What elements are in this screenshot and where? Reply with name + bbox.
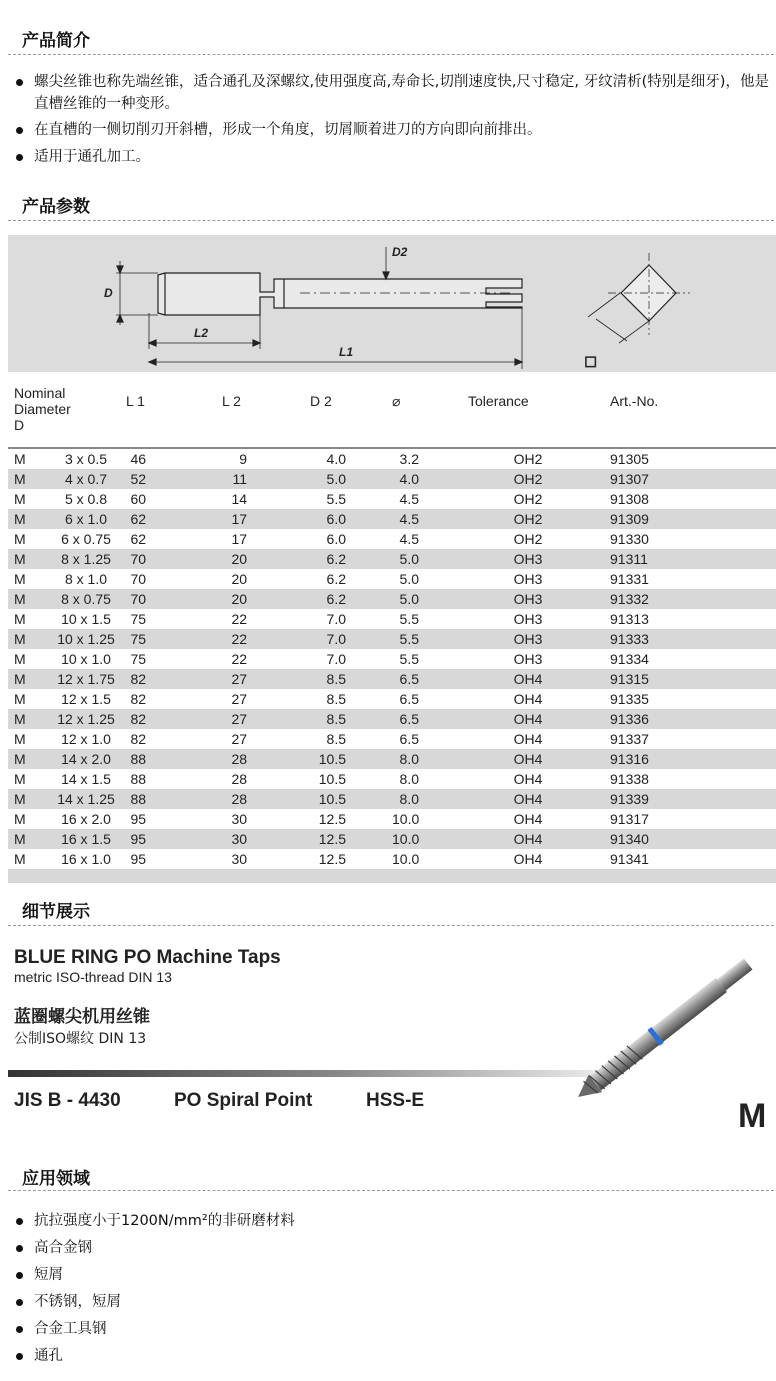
section-divider — [8, 54, 774, 55]
cell-l1: 88 — [126, 749, 222, 769]
detail-subtitle-cn: 公制ISO螺纹 DIN 13 — [14, 1031, 147, 1047]
application-bullet: 通孔 — [14, 1345, 774, 1367]
cell-art-no: 91305 — [610, 451, 649, 467]
cell-d2: 7.0 — [326, 611, 347, 627]
cell-thread: M — [14, 851, 26, 867]
cell-tolerance: OH2 — [513, 451, 543, 467]
cell-tolerance: OH4 — [468, 789, 588, 809]
col-art-no: Art.-No. — [610, 393, 659, 409]
cell-d2: 6.2 — [310, 589, 392, 609]
cell-tolerance: OH2 — [468, 469, 588, 489]
cell-l2: 14 — [231, 491, 248, 507]
cell-d2: 5.5 — [326, 491, 347, 507]
metric-badge: M — [738, 1097, 767, 1135]
cell-square: 5.0 — [399, 571, 420, 587]
table-row — [8, 469, 776, 489]
cell-art-no: 91309 — [588, 509, 776, 529]
cell-thread: M — [14, 731, 26, 747]
section-divider — [8, 1190, 774, 1191]
cell-l1: 52 — [126, 469, 222, 489]
cell-thread: M — [8, 629, 46, 649]
cell-thread: M — [8, 669, 46, 689]
cell-thread: M — [14, 571, 26, 587]
cell-l2: 9 — [239, 451, 248, 467]
cell-square: 10.0 — [392, 811, 420, 827]
cell-l2: 27 — [222, 709, 310, 729]
intro-bullet: 在直槽的一侧切削刃开斜槽，形成一个角度，切屑顺着进刀的方向即向前排出。 — [14, 119, 774, 141]
cell-tolerance: OH3 — [468, 589, 588, 609]
cell-l2: 20 — [222, 589, 310, 609]
cell-l2: 30 — [231, 851, 248, 867]
cell-art-no: 91337 — [610, 731, 649, 747]
table-row — [8, 749, 776, 769]
application-list — [14, 1210, 774, 1367]
square-symbol: ◻ — [584, 353, 598, 370]
cell-tolerance: OH4 — [513, 811, 543, 827]
label-d2: D2 — [392, 245, 408, 259]
cell-square: 8.0 — [399, 771, 420, 787]
cell-art-no: 91313 — [610, 611, 649, 627]
table-row — [8, 689, 776, 709]
col-nominal-sub: D — [8, 417, 776, 448]
cell-art-no: 91336 — [588, 709, 776, 729]
table-row — [8, 549, 776, 569]
cell-square: 10.0 — [392, 829, 468, 849]
intro-section-title: 产品简介 — [22, 31, 90, 51]
spec-material: HSS-E — [366, 1090, 425, 1111]
cell-art-no: 91330 — [610, 531, 649, 547]
table-row — [8, 609, 776, 629]
cell-tolerance: OH3 — [513, 571, 543, 587]
cell-l1: 88 — [126, 789, 222, 809]
gradient-bar — [8, 1070, 608, 1077]
detail-subtitle-en: metric ISO-thread DIN 13 — [14, 969, 172, 985]
cell-l1: 88 — [130, 771, 147, 787]
cell-l2: 11 — [222, 469, 310, 489]
cell-size: 12 x 1.75 — [46, 669, 126, 689]
label-d: D — [104, 286, 113, 300]
cell-square: 4.5 — [399, 531, 420, 547]
spec-spiral-point: PO Spiral Point — [174, 1090, 313, 1111]
cell-l2: 28 — [222, 789, 310, 809]
tap-photo — [570, 947, 776, 1117]
cell-size: 16 x 2.0 — [61, 811, 111, 827]
detail-title-en: BLUE RING PO Machine Taps — [14, 947, 281, 968]
cell-l1: 62 — [126, 509, 222, 529]
application-bullet: 抗拉强度小于1200N/mm²的非研磨材料 — [14, 1210, 774, 1232]
cell-art-no: 91308 — [610, 491, 649, 507]
section-divider — [8, 925, 774, 926]
cell-art-no: 91332 — [588, 589, 776, 609]
cell-thread: M — [8, 709, 46, 729]
cell-size: 16 x 1.0 — [61, 851, 111, 867]
cell-tolerance: OH2 — [513, 531, 543, 547]
cell-d2: 10.5 — [310, 749, 392, 769]
cell-tolerance: OH4 — [513, 731, 543, 747]
cell-square: 6.5 — [399, 731, 420, 747]
cell-square: 5.5 — [399, 651, 420, 667]
cell-square: 8.0 — [392, 789, 468, 809]
cell-size: 5 x 0.8 — [64, 491, 108, 507]
cell-thread: M — [14, 771, 26, 787]
cell-square: 6.5 — [392, 669, 468, 689]
table-footer-cell — [8, 869, 776, 883]
table-row — [8, 669, 776, 689]
cell-size: 14 x 2.0 — [46, 749, 126, 769]
cell-size: 6 x 0.75 — [61, 531, 111, 547]
cell-square: 5.5 — [399, 611, 420, 627]
cell-d2: 8.5 — [310, 709, 392, 729]
cell-l2: 27 — [231, 731, 248, 747]
cell-d2: 6.2 — [326, 571, 347, 587]
detail-title-cn: 蓝圈螺尖机用丝锥 — [14, 1007, 150, 1027]
cell-art-no: 91317 — [610, 811, 649, 827]
cell-l1: 82 — [130, 731, 147, 747]
cell-d2: 12.5 — [318, 851, 347, 867]
cell-size: 10 x 1.5 — [61, 611, 111, 627]
cell-size: 16 x 1.5 — [46, 829, 126, 849]
cell-l2: 20 — [222, 549, 310, 569]
detail-section-title: 细节展示 — [22, 902, 90, 922]
cell-art-no: 91339 — [588, 789, 776, 809]
table-row — [8, 589, 776, 609]
cell-thread: M — [14, 611, 26, 627]
cell-l1: 70 — [130, 571, 147, 587]
cell-l2: 22 — [231, 651, 248, 667]
cell-l2: 28 — [222, 749, 310, 769]
cell-l1: 60 — [130, 491, 147, 507]
cell-d2: 7.0 — [326, 651, 347, 667]
cell-size: 12 x 1.25 — [46, 709, 126, 729]
intro-list — [14, 71, 774, 168]
cell-tolerance: OH3 — [513, 611, 543, 627]
table-row — [8, 789, 776, 809]
cell-thread: M — [8, 549, 46, 569]
cell-square: 5.0 — [392, 589, 468, 609]
intro-bullet: 螺尖丝锥也称先端丝锥，适合通孔及深螺纹,使用强度高,寿命长,切削速度快,尺寸稳定, 牙纹清析(特别是细牙)，他是直槽丝锥的一种变形。 — [14, 71, 774, 115]
cell-thread: M — [14, 691, 26, 707]
intro-bullet: 适用于通孔加工。 — [14, 146, 774, 168]
cell-l1: 82 — [130, 691, 147, 707]
cell-art-no: 91315 — [588, 669, 776, 689]
cell-l1: 70 — [126, 589, 222, 609]
cell-l2: 28 — [231, 771, 248, 787]
cell-art-no: 91338 — [610, 771, 649, 787]
cell-tolerance: OH4 — [468, 749, 588, 769]
cell-square: 5.0 — [392, 549, 468, 569]
cell-l2: 17 — [231, 531, 248, 547]
cell-size: 8 x 1.0 — [64, 571, 108, 587]
col-l1: L 1 — [126, 393, 145, 409]
cell-d2: 7.0 — [310, 629, 392, 649]
cell-thread: M — [8, 509, 46, 529]
cell-size: 4 x 0.7 — [46, 469, 126, 489]
cell-l1: 62 — [130, 531, 147, 547]
cell-l2: 27 — [222, 669, 310, 689]
section-divider — [8, 220, 774, 221]
label-l2: L2 — [194, 326, 209, 340]
cell-d2: 5.0 — [310, 469, 392, 489]
cell-d2: 6.0 — [326, 531, 347, 547]
cell-d2: 4.0 — [326, 451, 347, 467]
cell-tolerance: OH4 — [468, 709, 588, 729]
cell-tolerance: OH4 — [513, 851, 543, 867]
cell-l1: 82 — [126, 709, 222, 729]
cell-square: 4.5 — [392, 509, 468, 529]
product-detail-banner — [0, 935, 776, 1135]
cell-art-no: 91307 — [588, 469, 776, 489]
cell-l1: 82 — [126, 669, 222, 689]
cell-tolerance: OH4 — [468, 669, 588, 689]
cell-d2: 8.5 — [326, 691, 347, 707]
col-l2: L 2 — [222, 393, 241, 409]
cell-d2: 12.5 — [310, 829, 392, 849]
cell-d2: 10.5 — [310, 789, 392, 809]
table-row — [8, 809, 776, 829]
cell-size: 14 x 1.5 — [61, 771, 111, 787]
cell-d2: 10.5 — [318, 771, 347, 787]
cell-l1: 46 — [130, 451, 147, 467]
cell-l2: 20 — [231, 571, 248, 587]
table-row — [8, 529, 776, 549]
cell-l1: 75 — [126, 629, 222, 649]
cell-tolerance: OH2 — [468, 509, 588, 529]
cell-thread: M — [8, 829, 46, 849]
cell-thread: M — [8, 469, 46, 489]
cell-art-no: 91333 — [588, 629, 776, 649]
col-square: ⌀ — [392, 392, 401, 409]
cell-l2: 22 — [231, 611, 248, 627]
cell-size: 12 x 1.5 — [61, 691, 111, 707]
cell-tolerance: OH3 — [468, 549, 588, 569]
cell-size: 8 x 1.25 — [46, 549, 126, 569]
table-row — [8, 729, 776, 749]
table-row — [8, 489, 776, 509]
cell-size: 8 x 0.75 — [46, 589, 126, 609]
application-bullet: 合金工具钢 — [14, 1318, 774, 1340]
application-section-title: 应用领域 — [22, 1169, 90, 1189]
cell-size: 12 x 1.0 — [61, 731, 111, 747]
cell-l1: 70 — [126, 549, 222, 569]
application-bullet: 高合金钢 — [14, 1237, 774, 1259]
tap-drawing — [8, 235, 776, 372]
col-tolerance: Tolerance — [468, 393, 529, 409]
label-l1: L1 — [339, 345, 354, 359]
cell-art-no: 91316 — [588, 749, 776, 769]
cell-d2: 12.5 — [318, 811, 347, 827]
cell-square: 6.5 — [399, 691, 420, 707]
cell-art-no: 91334 — [610, 651, 649, 667]
table-row — [8, 829, 776, 849]
cell-l1: 75 — [130, 651, 147, 667]
cell-thread: M — [8, 789, 46, 809]
cell-size: 10 x 1.25 — [46, 629, 126, 649]
cell-d2: 8.5 — [310, 669, 392, 689]
col-d2: D 2 — [310, 393, 332, 409]
cell-thread: M — [14, 651, 26, 667]
cell-l1: 95 — [130, 851, 147, 867]
cell-thread: M — [8, 749, 46, 769]
table-row — [8, 649, 776, 669]
cell-thread: M — [14, 531, 26, 547]
cell-tolerance: OH3 — [468, 629, 588, 649]
cell-square: 4.0 — [392, 469, 468, 489]
cell-l1: 95 — [126, 829, 222, 849]
table-row — [8, 569, 776, 589]
cell-art-no: 91340 — [588, 829, 776, 849]
cell-l1: 95 — [130, 811, 147, 827]
cell-size: 3 x 0.5 — [64, 451, 108, 467]
cell-size: 10 x 1.0 — [61, 651, 111, 667]
cell-size: 6 x 1.0 — [46, 509, 126, 529]
cell-tolerance: OH4 — [513, 771, 543, 787]
cell-tolerance: OH4 — [468, 829, 588, 849]
cell-art-no: 91335 — [610, 691, 649, 707]
tap-dimension-diagram — [8, 235, 776, 372]
cell-art-no: 91331 — [610, 571, 649, 587]
table-row — [8, 709, 776, 729]
cell-d2: 6.0 — [310, 509, 392, 529]
table-row — [8, 629, 776, 649]
cell-square: 4.5 — [399, 491, 420, 507]
params-section-title: 产品参数 — [22, 197, 90, 217]
cell-l1: 75 — [130, 611, 147, 627]
parameter-table — [8, 381, 776, 883]
cell-thread: M — [14, 811, 26, 827]
cell-square: 6.5 — [392, 709, 468, 729]
spec-jis: JIS B - 4430 — [14, 1090, 121, 1111]
table-row — [8, 769, 776, 789]
cell-l2: 30 — [222, 829, 310, 849]
application-bullet: 短屑 — [14, 1264, 774, 1286]
cell-l2: 17 — [222, 509, 310, 529]
cell-art-no: 91311 — [588, 549, 776, 569]
cell-square: 8.0 — [392, 749, 468, 769]
table-row — [8, 849, 776, 869]
cell-thread: M — [14, 451, 26, 467]
cell-size: 14 x 1.25 — [46, 789, 126, 809]
cell-d2: 8.5 — [326, 731, 347, 747]
cell-thread: M — [8, 589, 46, 609]
table-row — [8, 509, 776, 529]
cell-tolerance: OH3 — [513, 651, 543, 667]
cell-l2: 27 — [231, 691, 248, 707]
cell-l2: 30 — [231, 811, 248, 827]
cell-d2: 6.2 — [310, 549, 392, 569]
application-bullet: 不锈钢，短屑 — [14, 1291, 774, 1313]
cell-square: 5.5 — [392, 629, 468, 649]
table-row — [8, 448, 776, 469]
cell-square: 10.0 — [392, 851, 420, 867]
cell-art-no: 91341 — [610, 851, 649, 867]
cell-l2: 22 — [222, 629, 310, 649]
table-footer — [8, 869, 776, 883]
cell-square: 3.2 — [399, 451, 420, 467]
cell-thread: M — [14, 491, 26, 507]
col-nominal-diameter: Nominal Diameter — [14, 385, 71, 417]
cell-tolerance: OH2 — [513, 491, 543, 507]
cell-tolerance: OH4 — [513, 691, 543, 707]
